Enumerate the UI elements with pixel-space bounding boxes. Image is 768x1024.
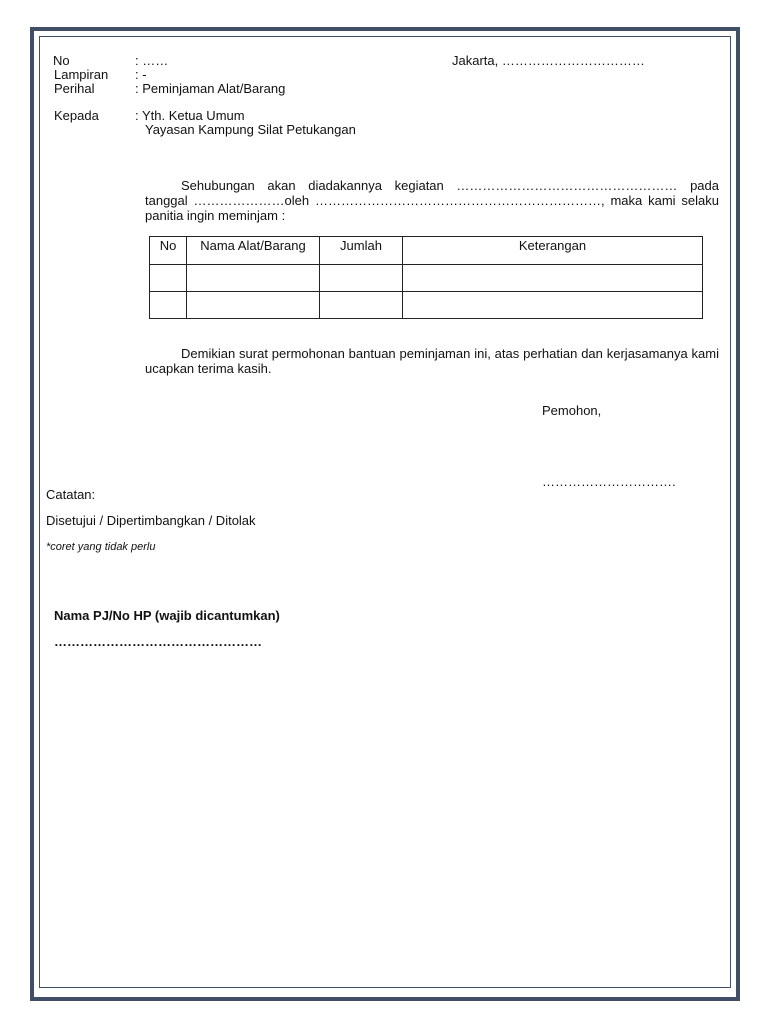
kepada-value-2: Yayasan Kampung Silat Petukangan — [145, 122, 356, 137]
no-value: : …… — [135, 53, 169, 68]
closing-paragraph — [145, 346, 719, 376]
strike-footnote: *coret yang tidak perlu — [46, 541, 156, 553]
no-label: No — [53, 53, 70, 68]
contact-label: Nama PJ/No HP (wajib dicantumkan) — [54, 608, 280, 623]
place-date: Jakarta, …………………………… — [452, 53, 645, 68]
lampiran-label: Lampiran — [54, 67, 109, 82]
opening-paragraph-text: Sehubungan akan diadakannya kegiatan …………………………………………… pada tanggal …………………oleh …………………………………………………………, maka kami selaku panitia ingin meminjam : — [145, 178, 719, 223]
header-no: No — [150, 237, 187, 265]
table-cell — [403, 292, 703, 319]
header-nama-alat: Nama Alat/Barang — [187, 237, 320, 265]
kepada-value-1: : Yth. Ketua Umum — [135, 108, 245, 123]
table-cell — [187, 292, 320, 319]
perihal-label: Perihal — [54, 81, 95, 96]
kepada-label: Kepada — [54, 108, 99, 123]
table-cell — [320, 265, 403, 292]
perihal-value: : Peminjaman Alat/Barang — [135, 81, 286, 96]
header-keterangan: Keterangan — [403, 237, 703, 265]
items-table — [149, 236, 703, 319]
approval-status: Disetujui / Dipertimbangkan / Ditolak — [46, 513, 256, 528]
table-cell — [150, 265, 187, 292]
signature-label: Pemohon, — [542, 403, 602, 418]
catatan-label: Catatan: — [46, 487, 96, 502]
signature-line: …………………………. — [542, 474, 676, 489]
table-header-row — [150, 237, 703, 265]
table-cell — [187, 265, 320, 292]
table-row — [150, 265, 703, 292]
closing-paragraph-text: Demikian surat permohonan bantuan peminjaman ini, atas perhatian dan kerjasamanya kami ucapkan terima kasih. — [145, 346, 719, 376]
opening-paragraph — [145, 178, 719, 223]
table-cell — [403, 265, 703, 292]
table-cell — [320, 292, 403, 319]
header-jumlah: Jumlah — [320, 237, 403, 265]
lampiran-value: : - — [135, 67, 147, 82]
contact-line: ………………………………………… — [54, 634, 262, 649]
table-cell — [150, 292, 187, 319]
table-row — [150, 292, 703, 319]
